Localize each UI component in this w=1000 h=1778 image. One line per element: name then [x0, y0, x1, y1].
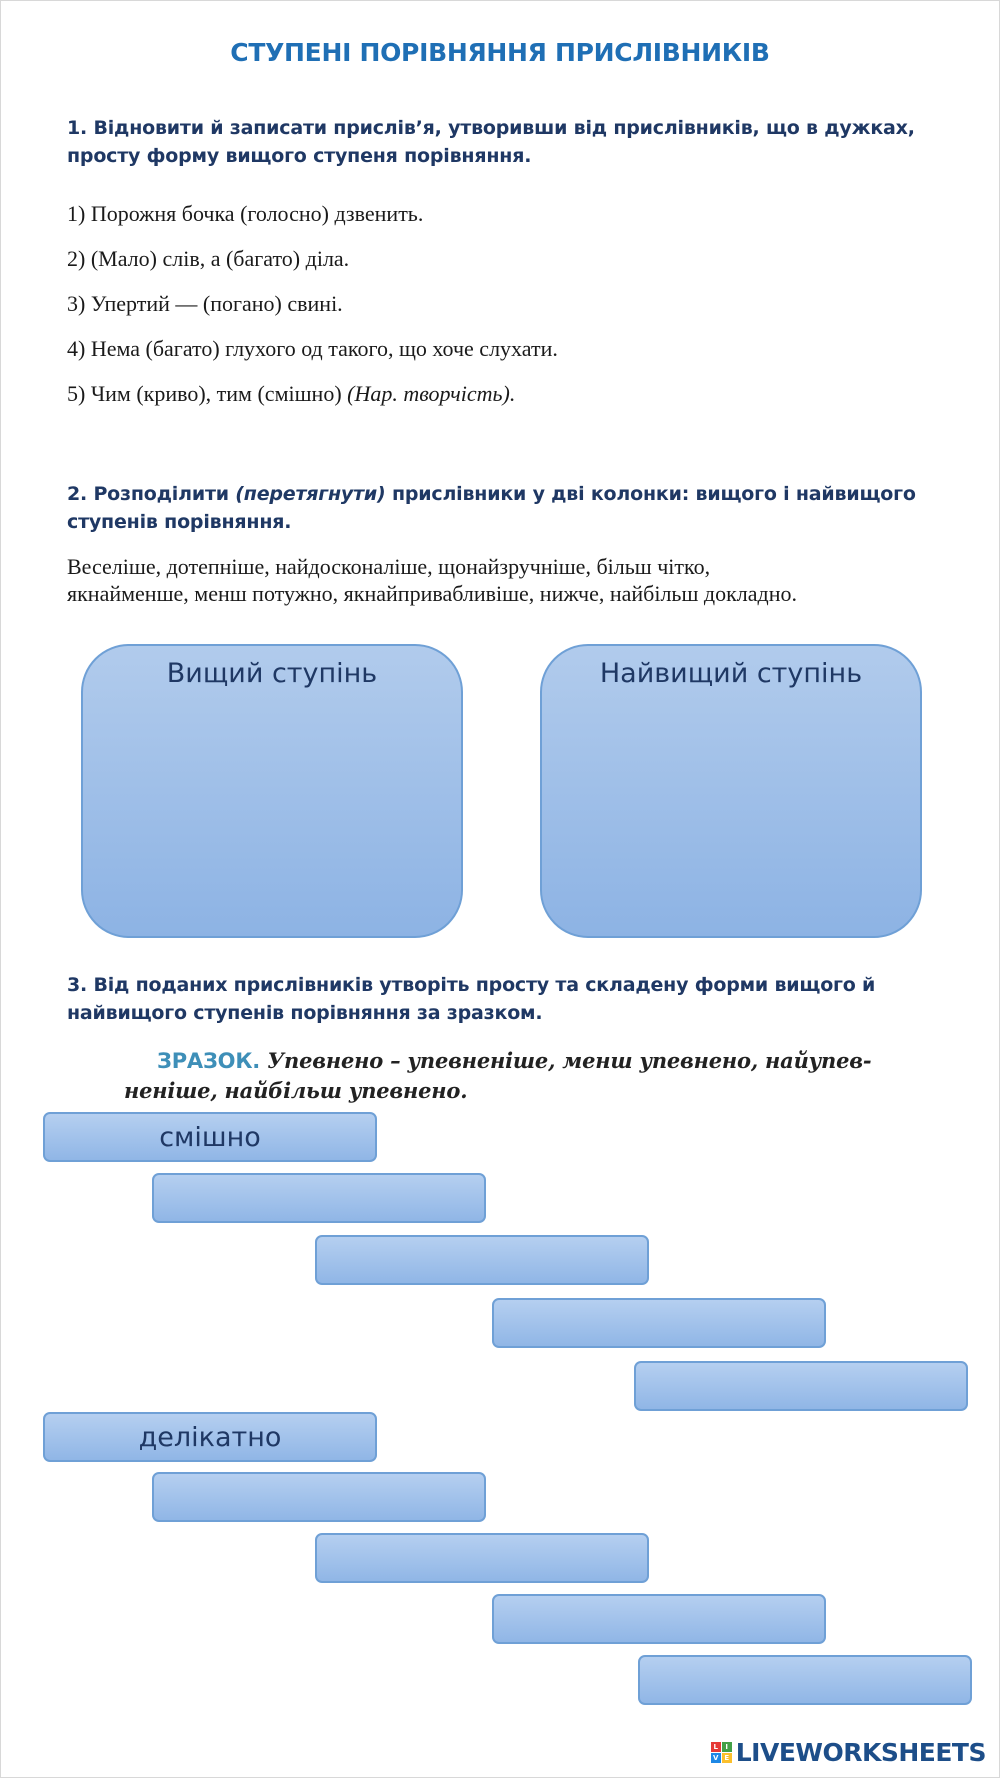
proverb-2: 2) (Мало) слів, а (багато) діла.	[67, 246, 350, 271]
proverb-5-source: (Нар. творчість).	[347, 381, 516, 406]
logo-letter-v: V	[711, 1753, 721, 1763]
answer-field-2-3[interactable]	[492, 1594, 826, 1644]
task-2-instruction	[67, 480, 967, 536]
proverb-3: 3) Упертий — (погано) свині.	[67, 291, 343, 316]
task-2-text-italic: (перетягнути)	[235, 483, 386, 505]
answer-field-2-1[interactable]	[152, 1472, 486, 1522]
task-2-text-a: 2. Розподілити	[67, 483, 236, 505]
liveworksheets-logo	[711, 1738, 986, 1767]
answer-field-1-3[interactable]	[492, 1298, 826, 1348]
task-1-instruction	[67, 114, 967, 170]
task-3-line-2: найвищого ступенів порівняння за зразком.	[67, 1002, 543, 1024]
task-3-instruction	[67, 971, 967, 1027]
word-box-delikatno: делікатно	[43, 1412, 377, 1462]
task-2-text-b: прислівники у дві колонки: вищого і найвищого	[385, 483, 916, 505]
logo-letter-i: I	[722, 1742, 732, 1752]
proverb-4: 4) Нема (багато) глухого од такого, що хоче слухати.	[67, 336, 558, 361]
adverb-list	[67, 553, 967, 607]
higher-degree-dropzone[interactable]	[81, 644, 463, 938]
adverb-list-line-1: Веселіше, дотепніше, найдосконаліше, щонайзручніше, більш чітко,	[67, 554, 711, 579]
task-1-line-1: 1. Відновити й записати прислів’я, утворивши від прислівників, що в дужках,	[67, 117, 915, 139]
task-3-line-1: 3. Від поданих прислівників утворіть просту та складену форми вищого й	[67, 974, 876, 996]
logo-grid-icon	[711, 1742, 732, 1763]
task-2-line-1	[67, 480, 967, 508]
highest-degree-dropzone[interactable]	[540, 644, 922, 938]
higher-degree-label: Вищий ступінь	[166, 658, 378, 689]
sample-line-2: неніше, найбільш упевнено.	[124, 1078, 468, 1103]
sample-tag: ЗРАЗОК.	[157, 1049, 261, 1073]
answer-field-1-1[interactable]	[152, 1173, 486, 1223]
answer-field-2-4[interactable]	[638, 1655, 972, 1705]
sample-line-1	[124, 1046, 914, 1076]
sample-line-1-text: Упевнено – упевненіше, менш упевнено, найупев-	[260, 1048, 872, 1073]
proverb-5-text: 5) Чим (криво), тим (смішно)	[67, 381, 342, 406]
adverb-list-line-2: якнайменше, менш потужно, якнайпривабливіше, нижче, найбільш докладно.	[67, 581, 797, 606]
proverb-1: 1) Порожня бочка (голосно) дзвенить.	[67, 201, 424, 226]
answer-field-1-4[interactable]	[634, 1361, 968, 1411]
answer-field-2-2[interactable]	[315, 1533, 649, 1583]
page-title: СТУПЕНІ ПОРІВНЯННЯ ПРИСЛІВНИКІВ	[230, 38, 770, 67]
logo-letter-e: E	[722, 1753, 732, 1763]
logo-text: LIVEWORKSHEETS	[735, 1738, 986, 1767]
task-2-line-2: ступенів порівняння.	[67, 511, 292, 533]
word-box-smishno: смішно	[43, 1112, 377, 1162]
highest-degree-label: Найвищий ступінь	[599, 658, 863, 689]
proverb-5	[67, 381, 515, 407]
answer-field-1-2[interactable]	[315, 1235, 649, 1285]
sample-example	[124, 1046, 914, 1105]
logo-letter-l: L	[711, 1742, 721, 1752]
task-1-line-2: просту форму вищого ступеня порівняння.	[67, 145, 532, 167]
